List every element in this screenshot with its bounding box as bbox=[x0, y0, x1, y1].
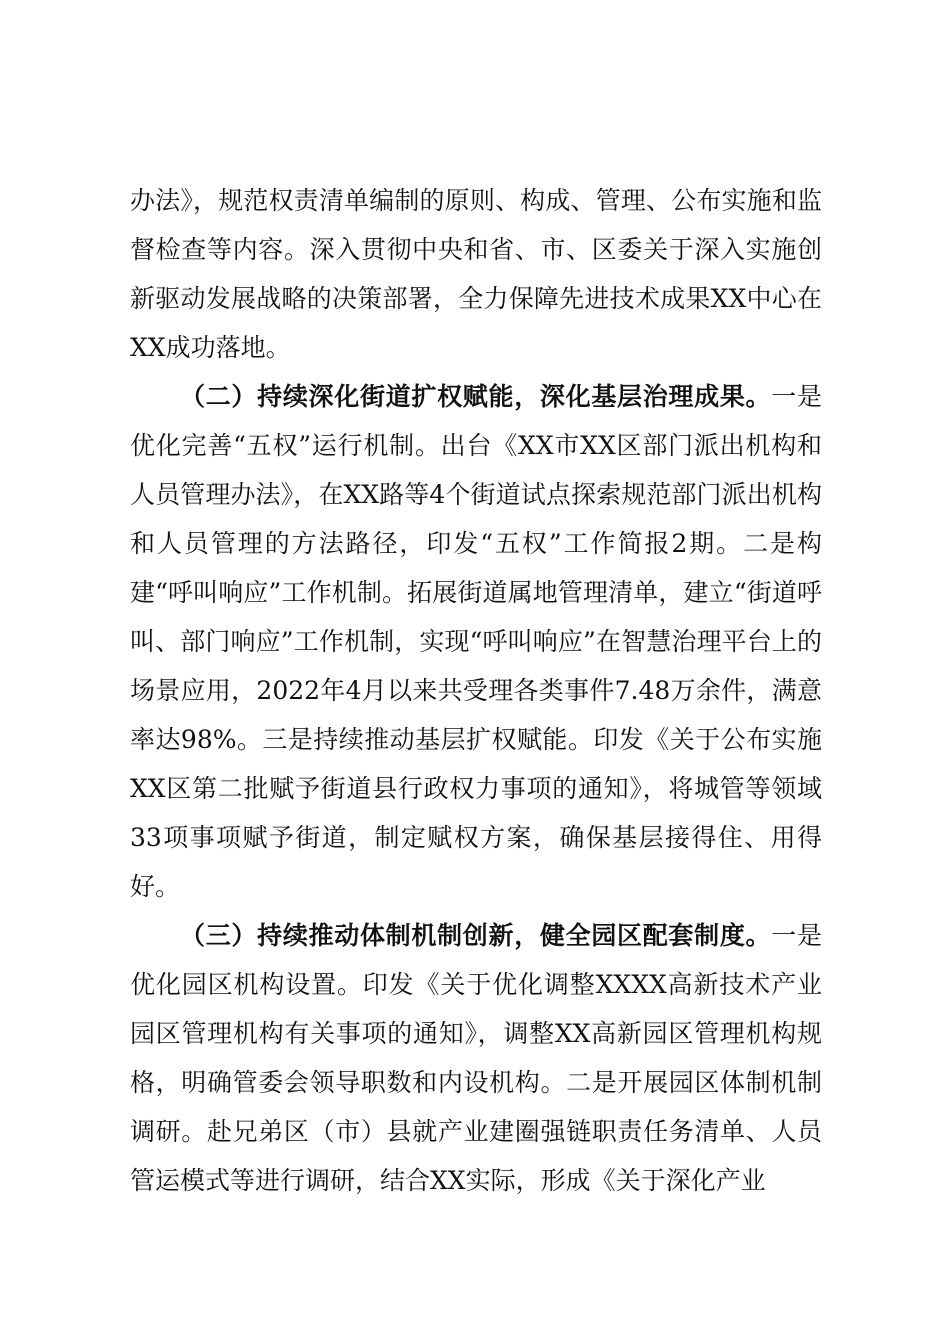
section-heading: （三）持续推动体制机制创新，健全园区配套制度。 bbox=[180, 921, 772, 950]
document-body bbox=[130, 176, 822, 1205]
section-heading: （二）持续深化街道扩权赋能，深化基层治理成果。 bbox=[180, 382, 772, 411]
paragraph-continuation bbox=[130, 176, 822, 372]
paragraph-section-3 bbox=[130, 911, 822, 1205]
paragraph-text: 一是优化园区机构设置。印发《关于优化调整XXXX高新技术产业园区管理机构有关事项的通知》，调整XX高新园区管理机构规格，明确管委会领导职数和内设机构。二是开展园区体制机制调研。赴兄弟区（市）县就产业建圈强链职责任务清单、人员管运模式等进行调研，结合XX实际，形成《关于深化产业 bbox=[130, 921, 822, 1195]
paragraph-text: 办法》，规范权责清单编制的原则、构成、管理、公布实施和监督检查等内容。深入贯彻中央和省、市、区委关于深入实施创新驱动发展战略的决策部署，全力保障先进技术成果XX中心在XX成功落地。 bbox=[130, 186, 822, 362]
paragraph-text: 一是优化完善“五权”运行机制。出台《XX市XX区部门派出机构和人员管理办法》，在XX路等4个街道试点探索规范部门派出机构和人员管理的方法路径，印发“五权”工作简报2期。二是构建“呼叫响应”工作机制。拓展街道属地管理清单，建立“街道呼叫、部门响应”工作机制，实现“呼叫响应”在智慧治理平台上的场景应用，2022年4月以来共受理各类事件7.48万余件，满意率达98%。三是持续推动基层扩权赋能。印发《关于公布实施XX区第二批赋予街道县行政权力事项的通知》，将城管等领域33项事项赋予街道，制定赋权方案，确保基层接得住、用得好。 bbox=[130, 382, 822, 901]
paragraph-section-2 bbox=[130, 372, 822, 911]
